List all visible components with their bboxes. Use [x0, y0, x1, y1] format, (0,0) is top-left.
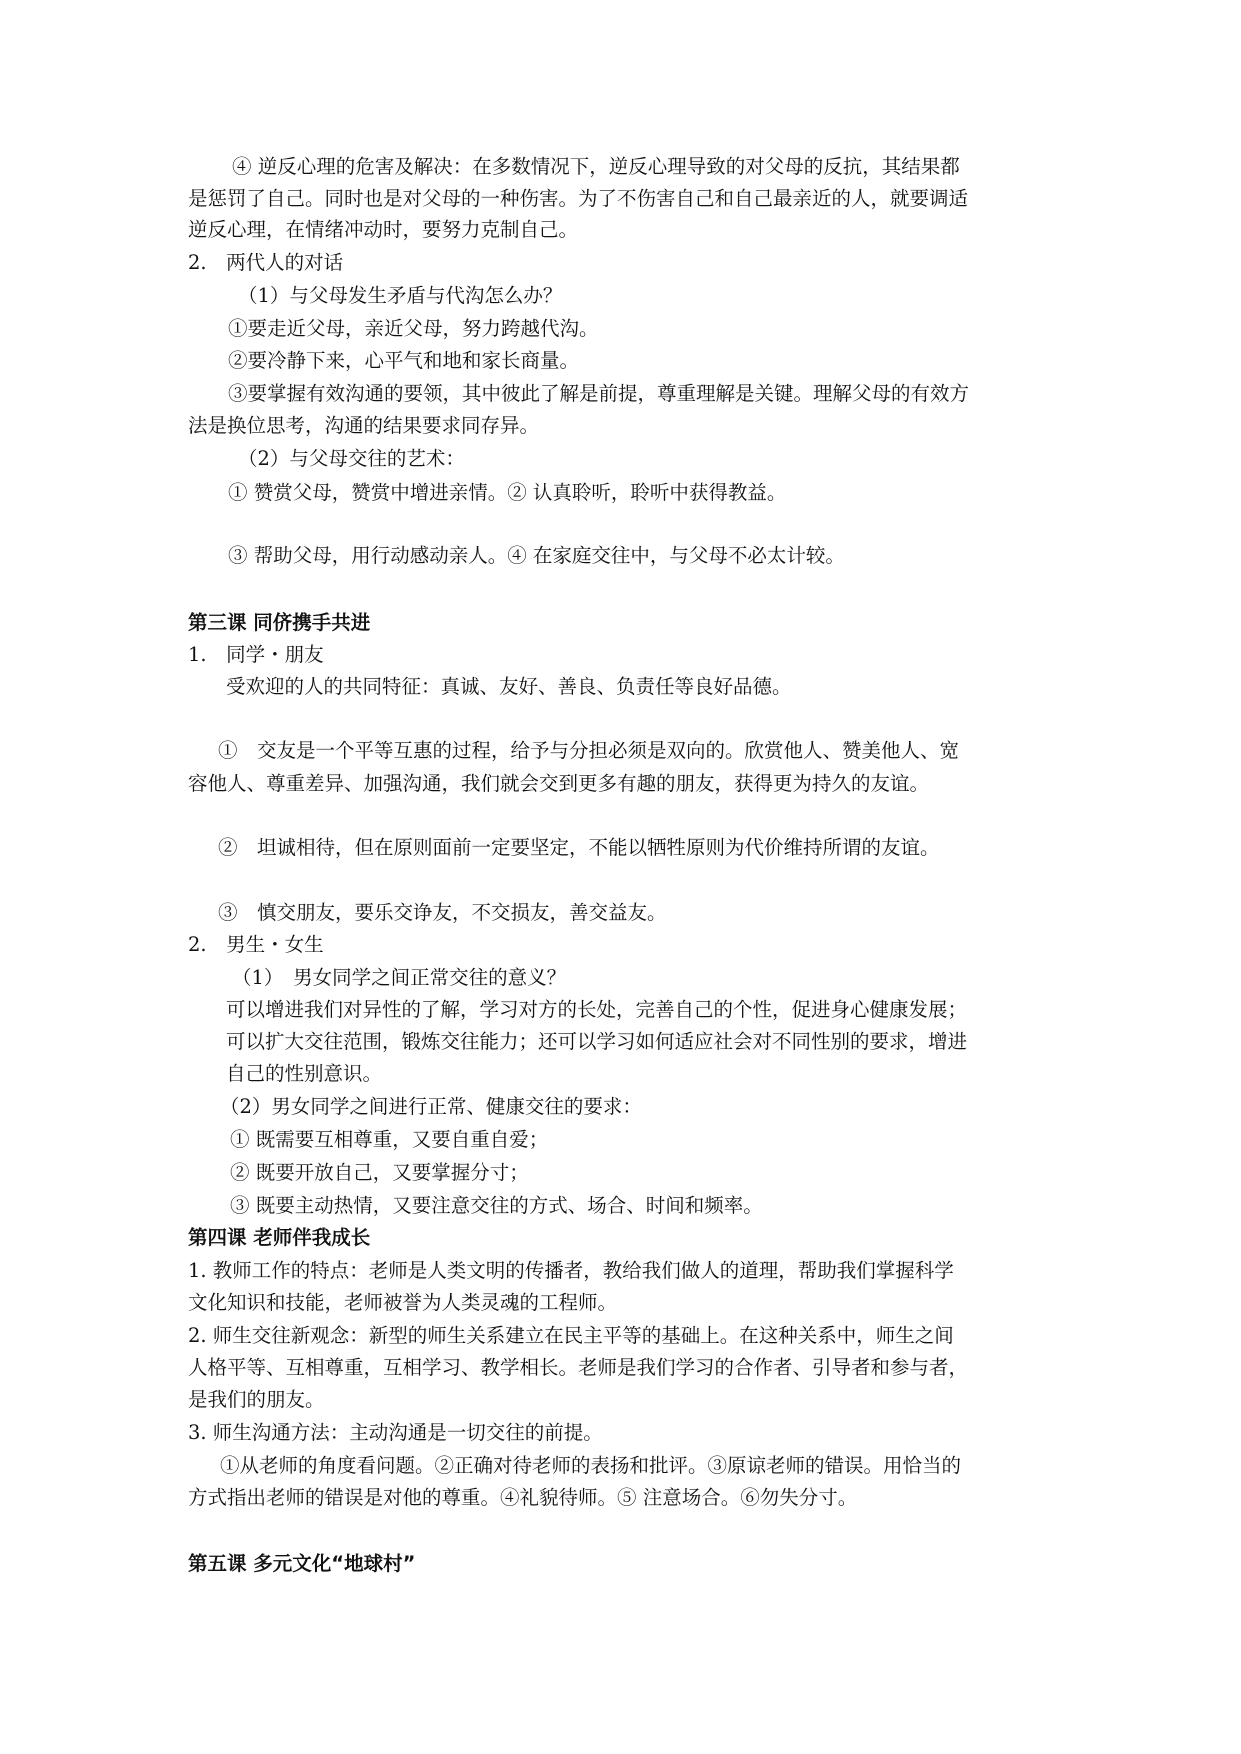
sub-heading: （2）与父母交往的艺术： — [238, 447, 465, 470]
paragraph-line: 文化知识和技能，老师被誉为人类灵魂的工程师。 — [188, 1291, 618, 1314]
paragraph-line: ①从老师的角度看问题。②正确对待老师的表扬和批评。③原谅老师的错误。用恰当的 — [220, 1454, 962, 1477]
paragraph-line: 受欢迎的人的共同特征：真诚、友好、善良、负责任等良好品德。 — [226, 675, 792, 698]
sub-heading: （2）男女同学之间进行正常、健康交往的要求： — [220, 1095, 642, 1118]
paragraph-line: 人格平等、互相尊重，互相学习、教学相长。老师是我们学习的合作者、引导者和参与者， — [188, 1356, 969, 1379]
paragraph-line: 可以增进我们对异性的了解，学习对方的长处，完善自己的个性，促进身心健康发展； — [226, 998, 968, 1021]
paragraph-line: 2. 师生交往新观念：新型的师生关系建立在民主平等的基础上。在这种关系中，师生之间 — [188, 1324, 954, 1347]
paragraph-line: 自己的性别意识。 — [226, 1062, 383, 1085]
paragraph-line: 方式指出老师的错误是对他的尊重。④礼貌待师。⑤ 注意场合。⑥勿失分寸。 — [188, 1486, 858, 1509]
paragraph-line: 可以扩大交往范围，锻炼交往能力；还可以学习如何适应社会对不同性别的要求，增进 — [226, 1030, 968, 1053]
lesson-heading: 第五课 多元文化“地球村” — [188, 1552, 416, 1575]
paragraph-line: ① 赞赏父母，赞赏中增进亲情。② 认真聆听，聆听中获得教益。 — [228, 481, 787, 504]
paragraph-line: ① 既需要互相尊重，又要自重自爱； — [230, 1128, 549, 1151]
list-item-heading: 1. 同学・朋友 — [188, 643, 324, 666]
paragraph-line: 容他人、尊重差异、加强沟通，我们就会交到更多有趣的朋友，获得更为持久的友谊。 — [188, 772, 930, 795]
paragraph-line: 1. 教师工作的特点：老师是人类文明的传播者，教给我们做人的道理，帮助我们掌握科学 — [188, 1259, 954, 1282]
paragraph-line: ①要走近父母，亲近父母，努力跨越代沟。 — [228, 317, 599, 340]
sub-heading: （1） 男女同学之间正常交往的意义？ — [232, 966, 567, 989]
paragraph-line: ②要冷静下来，心平气和地和家长商量。 — [228, 349, 580, 372]
paragraph-line: 是惩罚了自己。同时也是对父母的一种伤害。为了不伤害自己和自己最亲近的人，就要调适 — [188, 187, 969, 210]
paragraph-line: ① 交友是一个平等互惠的过程，给予与分担必须是双向的。欣赏他人、赞美他人、宽 — [218, 739, 960, 762]
lesson-heading: 第四课 老师伴我成长 — [188, 1226, 371, 1249]
paragraph-line: ③ 帮助父母，用行动感动亲人。④ 在家庭交往中，与父母不必太计较。 — [228, 544, 845, 567]
paragraph-line: ④ 逆反心理的危害及解决：在多数情况下，逆反心理导致的对父母的反抗，其结果都 — [232, 155, 960, 178]
paragraph-line: 逆反心理，在情绪冲动时，要努力克制自己。 — [188, 218, 579, 241]
sub-heading: （1）与父母发生矛盾与代沟怎么办？ — [238, 284, 563, 307]
paragraph-line: ② 坦诚相待，但在原则面前一定要坚定，不能以牺牲原则为代价维持所谓的友谊。 — [218, 836, 940, 859]
paragraph-line: 3. 师生沟通方法：主动沟通是一切交往的前提。 — [188, 1421, 603, 1444]
paragraph-line: 是我们的朋友。 — [188, 1388, 325, 1411]
paragraph-line: ③ 慎交朋友，要乐交诤友，不交损友，善交益友。 — [218, 901, 667, 924]
paragraph-line: 法是换位思考，沟通的结果要求同存异。 — [188, 414, 540, 437]
paragraph-line: ② 既要开放自己，又要掌握分寸； — [230, 1161, 529, 1184]
paragraph-line: ③要掌握有效沟通的要领，其中彼此了解是前提，尊重理解是关键。理解父母的有效方 — [228, 382, 970, 405]
list-item-heading: 2. 两代人的对话 — [188, 251, 344, 274]
lesson-heading: 第三课 同侪携手共进 — [188, 611, 371, 634]
paragraph-line: ③ 既要主动热情，又要注意交往的方式、场合、时间和频率。 — [230, 1194, 763, 1217]
list-item-heading: 2. 男生・女生 — [188, 933, 324, 956]
